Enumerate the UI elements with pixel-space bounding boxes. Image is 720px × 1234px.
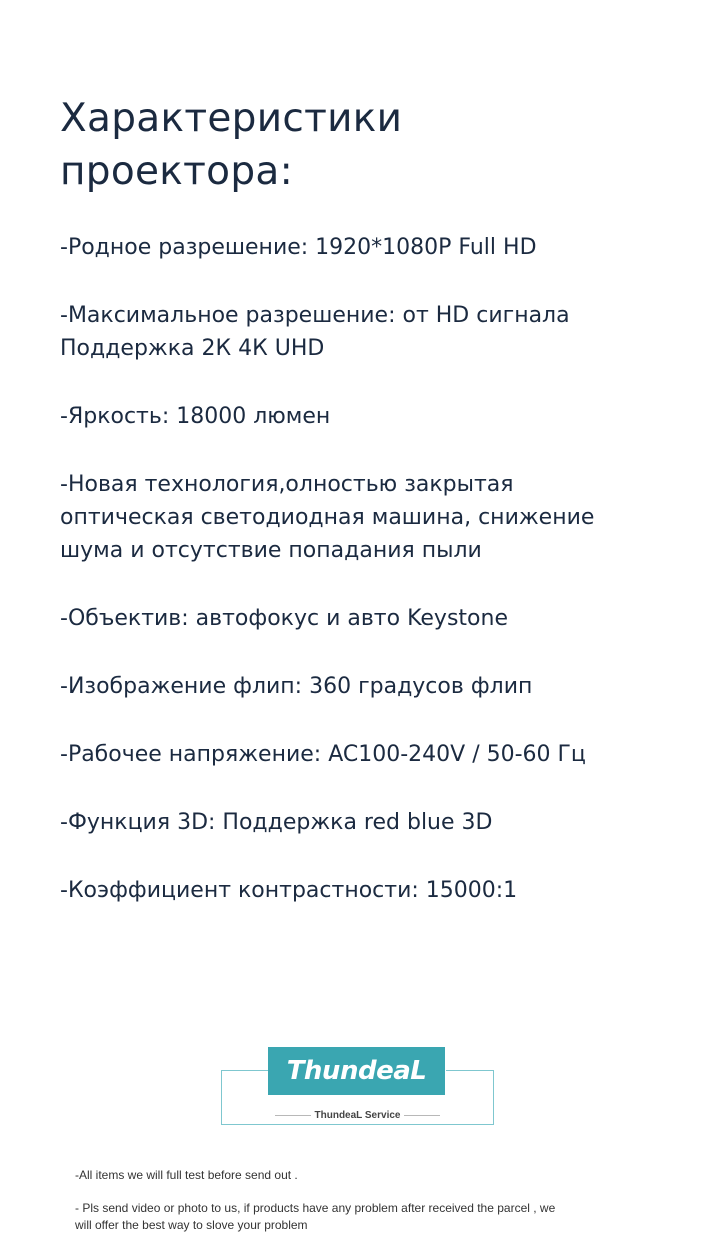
note-send-video: - Pls send video or photo to us, if products have any problem after received the parcel , we	[75, 1201, 556, 1215]
spec-voltage: -Рабочее напряжение: AC100-240V / 50-60 Гц	[60, 742, 586, 767]
spec-brightness: -Яркость: 18000 люмен	[60, 404, 331, 429]
caption-divider-left	[275, 1115, 311, 1116]
spec-list	[60, 231, 700, 942]
spec-contrast: -Коэффициент контрастности: 15000:1	[60, 878, 518, 903]
spec-native-resolution: -Родное разрешение: 1920*1080P Full HD	[60, 235, 537, 260]
page-title: Характеристики проектора:	[60, 96, 403, 194]
caption-divider-right	[404, 1115, 440, 1116]
service-caption	[221, 1110, 494, 1121]
service-caption-text: ThundeaL Service	[314, 1110, 401, 1121]
note-full-test: -All items we will full test before send out .	[75, 1168, 298, 1182]
spec-3d: -Функция 3D: Поддержка red blue 3D	[60, 810, 493, 835]
logo-text: ThundeaL	[286, 1056, 427, 1086]
spec-lens: -Объектив: автофокус и авто Keystone	[60, 606, 508, 631]
thundeal-logo	[268, 1047, 445, 1095]
note-best-way: will offer the best way to slove your problem	[75, 1218, 308, 1232]
spec-technology: -Новая технология,олностью закрытая оптическая светодиодная машина, снижение шума и отсутствие попадания пыли	[60, 472, 595, 563]
service-notes	[75, 1167, 675, 1234]
spec-flip: -Изображение флип: 360 градусов флип	[60, 674, 533, 699]
spec-max-resolution: -Максимальное разрешение: от HD сигнала Поддержка 2К 4К UHD	[60, 303, 570, 361]
